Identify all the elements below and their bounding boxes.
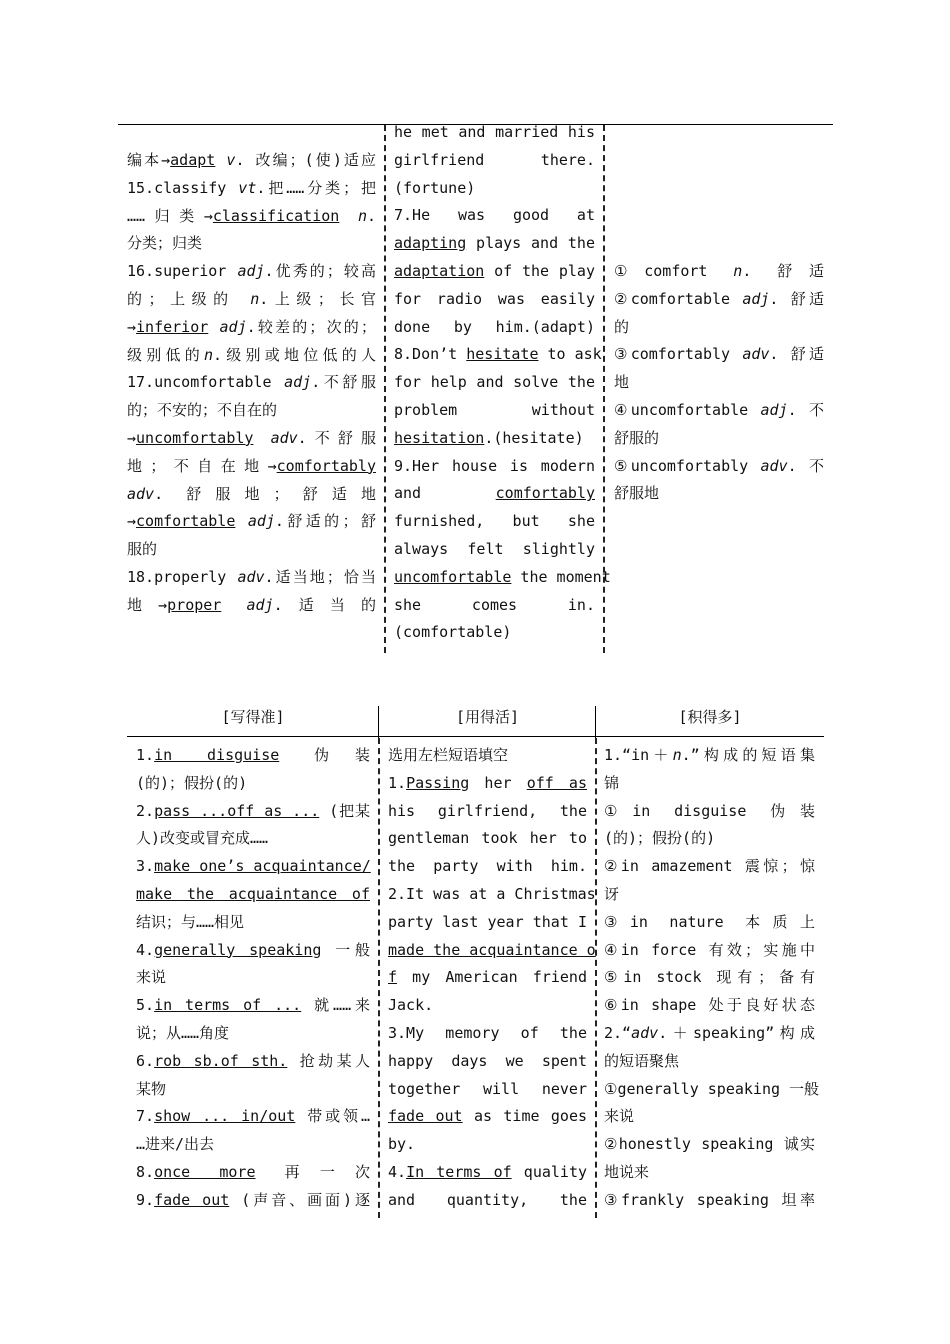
table2-col-phrases: [136, 742, 370, 1215]
t1c2-line: and comfortably: [394, 484, 595, 503]
header-use-flexibly: [用得活]: [455, 708, 520, 726]
t2c3-line: 讶: [604, 884, 620, 903]
t1c1-line: →inferior adj.较差的；次的；: [127, 317, 376, 336]
t1c3-line: 地: [614, 373, 630, 392]
t2c3-line: ②honestly speaking 诚实: [604, 1135, 815, 1154]
t1c2-line: 8.Don’t hesitate to ask: [394, 345, 602, 364]
t1c1-line: 18.properly adv.适当地；恰当: [127, 567, 376, 586]
table2-header-divider-1: [378, 706, 379, 738]
t2c2-line: 1.Passing her off as: [388, 773, 587, 792]
t1c3-line: 的: [614, 317, 630, 336]
t2c1-line: 结识；与……相见: [136, 912, 245, 931]
t1c1-line: 编本→adapt v. 改编；(使)适应: [127, 151, 376, 169]
t2c3-line: ③in nature 本质上: [604, 912, 815, 931]
t2c2-line: gentleman took her to: [388, 829, 587, 848]
t1c3-line: ④uncomfortable adj. 不: [614, 400, 824, 419]
t1c2-line: always felt slightly: [394, 539, 595, 558]
header-write-accurately: [写得准]: [221, 708, 285, 726]
t2c1-line: (的)；假扮(的): [136, 773, 248, 792]
t1c1-line: 的；上级的 n.上级；长官: [127, 289, 376, 308]
t1c2-line: (fortune): [394, 178, 476, 197]
t2c2-line: 选用左栏短语填空: [388, 746, 509, 764]
t2c2-line: his girlfriend, the: [388, 801, 587, 820]
t2c1-line: 5.in terms of ... 就……来: [136, 996, 370, 1015]
t1c2-line: girlfriend there.: [394, 150, 595, 169]
t2c3-line: ③frankly speaking 坦率: [604, 1190, 815, 1209]
t1c3-line: ⑤uncomfortably adv. 不: [614, 456, 824, 475]
t1c2-line: furnished, but she: [394, 512, 595, 531]
t2c3-line: ④in force 有效；实施中: [604, 940, 815, 959]
t2c2-line: f my American friend: [388, 968, 587, 987]
t1c3-line: 舒服的: [614, 428, 660, 447]
t2c3-line: (的)；假扮(的): [604, 829, 716, 848]
t2c1-line: 3.make one’s acquaintance/: [136, 857, 371, 876]
t2c1-line: 7.show ... in/out 带或领…: [136, 1107, 370, 1126]
t1c1-line: 分类；归类: [127, 234, 203, 253]
t2c2-line: happy days we spent: [388, 1051, 587, 1070]
t1c1-line: 15.classify vt.把……分类；把: [127, 178, 376, 197]
t1c1-line: 17.uncomfortable adj.不舒服: [127, 373, 376, 392]
t2c2-line: 3.My memory of the: [388, 1023, 587, 1042]
t1c3-line: ①comfort n. 舒适: [614, 262, 824, 280]
t1c1-line: 服的: [127, 540, 158, 559]
t2c2-line: party last year that I: [388, 912, 587, 931]
t1c1-line: ……归类→classification n.: [127, 206, 376, 225]
t2c3-line: 来说: [604, 1107, 635, 1126]
t2c3-line: ①generally speaking 一般: [604, 1079, 820, 1098]
t2c1-line: make the acquaintance of: [136, 884, 370, 903]
t2c2-line: Jack.: [388, 996, 434, 1015]
t2c2-line: 4.In terms of quality: [388, 1162, 588, 1181]
t2c2-line: made the acquaintance o: [388, 940, 596, 959]
t2c2-line: the party with him.: [388, 857, 587, 876]
t2c1-line: 2.pass ...off as ... (把某: [136, 801, 370, 820]
t2c3-line: 锦: [604, 773, 620, 792]
table2-header-divider-2: [595, 706, 596, 738]
t1c3-line: ②comfortable adj. 舒适: [614, 289, 824, 308]
t1c2-line: done by him.(adapt): [394, 317, 595, 336]
t1c1-line: 地；不自在地→comfortably: [127, 456, 376, 475]
t1c2-line: hesitation.(hesitate): [394, 428, 584, 447]
t2c1-line: 某物: [136, 1079, 167, 1098]
t1c1-line: 16.superior adj.优秀的；较高: [127, 262, 376, 281]
header-accumulate-more: [积得多]: [678, 708, 742, 726]
table1-col-exercises: [394, 119, 611, 647]
t2c1-line: 来说: [136, 968, 167, 987]
table1-col-vocabulary: [127, 147, 376, 620]
t2c1-line: 8.once more 再一次: [136, 1162, 370, 1181]
t1c2-line: 7.He was good at: [394, 206, 595, 225]
t1c3-line: 舒服地: [614, 484, 660, 503]
table2-col-fill-in: [388, 742, 596, 1215]
t2c2-line: by.: [388, 1135, 416, 1154]
t2c2-line: fade out as time goes: [388, 1107, 588, 1126]
t2c1-line: 说；从……角度: [136, 1023, 230, 1042]
t1c2-line: problem without: [394, 400, 595, 419]
t2c2-line: together will never: [388, 1079, 587, 1098]
t2c1-line: …进来/出去: [136, 1135, 215, 1154]
t2c3-line: 的短语聚焦: [604, 1051, 680, 1070]
table1-divider-1: [384, 125, 386, 653]
table2-divider-2: [595, 738, 597, 1218]
t2c2-line: and quantity, the: [388, 1190, 587, 1209]
t2c3-line: 地说来: [604, 1162, 650, 1181]
t2c3-line: 2.“adv.＋speaking”构成: [604, 1023, 815, 1042]
t1c2-line: she comes in.: [394, 595, 595, 614]
t1c2-line: for radio was easily: [394, 289, 595, 308]
t1c2-line: for help and solve the: [394, 373, 595, 392]
t1c1-line: adv. 舒服地；舒适地: [127, 484, 376, 503]
t2c1-line: 9.fade out (声音、画面)逐: [136, 1190, 370, 1209]
t2c2-line: 2.It was at a Christmas: [388, 884, 596, 903]
t2c3-line: ①in disguise 伪装: [604, 801, 815, 820]
t1c2-line: (comfortable): [394, 623, 512, 642]
table1-col-word-family: [614, 258, 824, 508]
t1c1-line: 级别低的n.级别或地位低的人: [127, 345, 376, 364]
t2c3-line: 1.“in＋n.”构成的短语集: [604, 746, 815, 764]
t1c1-line: →uncomfortably adv.不舒服: [127, 428, 377, 447]
t1c1-line: 地→proper adj.适当的: [127, 595, 376, 614]
t2c3-line: ②in amazement 震惊；惊: [604, 857, 815, 876]
t2c3-line: ⑤in stock 现有；备有: [604, 968, 815, 987]
table2-col-collection: [604, 742, 820, 1215]
table2-header-border: [127, 736, 824, 737]
t1c1-line: 的；不安的；不自在的: [127, 401, 278, 420]
t2c3-line: ⑥in shape 处于良好状态: [604, 996, 815, 1015]
t1c2-line: uncomfortable the moment: [394, 567, 611, 586]
t1c2-line: adaptation of the play: [394, 261, 595, 280]
t1c2-line: adapting plays and the: [394, 234, 595, 253]
t2c1-line: 人)改变或冒充成……: [136, 829, 269, 848]
t2c1-line: 4.generally speaking 一般: [136, 940, 370, 959]
t1c2-line: he met and married his: [394, 123, 595, 141]
t1c1-line: →comfortable adj.舒适的；舒: [127, 512, 376, 531]
t2c1-line: 1.in disguise 伪装: [136, 746, 371, 764]
t1c3-line: ③comfortably adv. 舒适: [614, 345, 824, 364]
table2-divider-1: [378, 738, 380, 1218]
t1c2-line: 9.Her house is modern: [394, 456, 595, 475]
t2c1-line: 6.rob sb.of sth. 抢劫某人: [136, 1051, 371, 1070]
